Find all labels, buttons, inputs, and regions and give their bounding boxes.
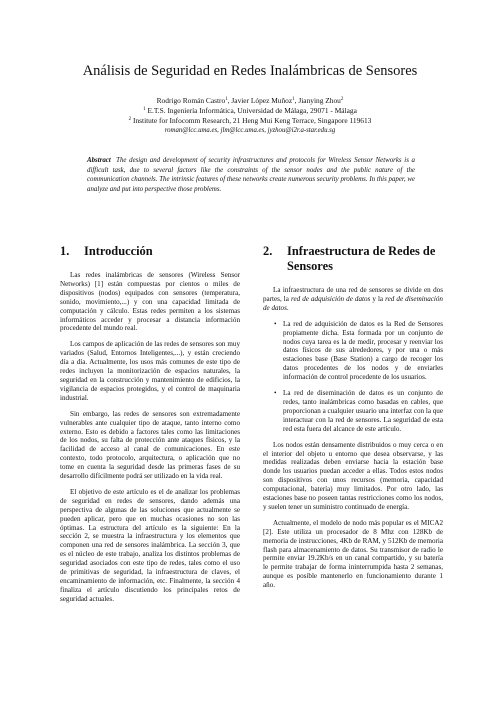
paragraph: Los campos de aplicación de las redes de sensores son muy variados (Salud, Entornos Inteligentes,...), y están creciendo día a día. Actualmente, los usos más comunes de este tipo de redes incluyen la monitorización de espacios naturales, la seguridad en la construcción y mantenimiento de edificios, la vigilancia de espacios protegidos, y el control de maquinaria industrial. [60,340,240,402]
abstract [87,156,415,194]
paragraph: Las redes inalámbricas de sensores (Wireless Sensor Networks) [1] están compuestas por cientos o miles de dispositivos (nodos) equipados con sensores (temperatura, sonido, movimiento,...) y con una capacidad limitada de computación y cálculo. Estas redes permiten a los sistemas informáticos acceder y procesar a distancia información procedente del mundo real. [60,271,240,333]
paragraph: El objetivo de este artículo es el de analizar los problemas de seguridad en redes de sensores, dando además una perspectiva de algunas de las soluciones que actualmente se pueden aplicar, pero que en muchas ocasiones no son las óptimas. La estructura del artículo es la siguiente: En la sección 2, se muestra la infraestructura y los elementos que componen una red de sensores inalámbrica. La sección 3, que es el núcleo de este trabajo, analiza los distintos problemas de seguridad asociados con este tipo de redes, tales como el uso de primitivas de seguridad, la infraestructura de claves, el encaminamiento de información, etc. Finalmente, la sección 4 finaliza el artículo discutiendo los principales retos de seguridad actuales. [60,487,240,603]
affiliation-1: $^1$ E.T.S. Ingeniería Informática, Universidad de Málaga, 29071 - Málaga [143,106,357,115]
author-emails: roman@lcc.uma.es, jlm@lcc.uma.es, jyzhou@i2r.a-star.edu.sg [164,127,336,134]
affiliation-mark: 1 [292,97,295,102]
paragraph: Actualmente, el modelo de nodo más popular es el MICA2 [2]. Este utiliza un procesador de 8 Mhz con 128Kb de memoria de instrucciones, 4Kb de RAM, y 512Kb de memoria flash para almacenamiento de datos. Su transmisor de radio le permite enviar 19.2Kb/s en un canal compartido, y su batería le permite trabajar de forma ininterrumpida hasta 2 semanas, aunque es posible mantenerlo en funcionamiento durante 1 año. [263,518,443,590]
author-names: Rodrigo Román Castro$^1$, Javier López Muñoz$^1$, Jianying Zhou$^2$ [156,96,344,105]
section-heading-introduccion: 1. Introducción [60,244,153,258]
paragraph: Sin embargo, las redes de sensores son extremadamente vulnerables ante cualquier tipo de ataque, tanto interno como externo. Esto es debido a factores tales como las limitaciones de los nodos, su falta de protección ante ataques físicos, y la facilidad de acceso al canal de comunicaciones. En este contexto, todo protocolo, arquitectura, o aplicación que no tome en cuenta la seguridad desde las primeras fases de su desarrollo difícilmente podrá ser utilizado en la vida real. [60,409,240,481]
author-name: Jianying Zhou [298,96,341,105]
affiliation-2: $^2$ Institute for Infocomm Research, 21 Heng Mui Keng Terrace, Singapore 119613 [128,116,372,125]
author-name: Javier López Muñoz [231,96,293,105]
section-heading-infraestructura: 2. Infraestructura de Redes de Sensores [263,244,436,273]
list-item: • La red de diseminación de datos es un conjunto de redes, tanto inalámbricas como basadas en cables, que proporcionan a cualquier usuario una interfaz con la que interactuar con la red de sensores. La seguridad de esta red esta fuera del alcance de este artículo. [283,389,443,434]
abstract-text: The design and development of security infrastructures and protocols for Wireless Sensor Networks is a difficult task, due to several factors like the constraints of the sensor nodes and the public nature of the communication channels. The intrinsic features of these networks create numerous security problems. In this paper, we analyze and put into perspective those problems. [87,157,415,193]
affiliation-mark: 2 [340,97,344,102]
paragraph: Los nodos están densamente distribuidos o muy cerca o en el interior del objeto u entorno que desea observarse, y las medidas realizadas deben enviarse hacia la estación base donde los usuarios puedan acceder a ellas. Todos estos nodos son dispositivos con unos recursos (memoria, capacidad computacional, batería) muy limitados. Por otro lado, las estaciones base no poseen tantas restricciones como los nodos, y suelen tener un suministro continuado de energía. [263,440,443,511]
bullet-list [263,320,443,434]
abstract-label: Abstract [87,157,111,164]
left-column [60,244,240,611]
author-name: Rodrigo Román Castro [156,96,226,105]
right-column [263,244,443,597]
author-block [0,96,500,136]
paper-title: Análisis de Seguridad en Redes Inalámbricas de Sensores [82,63,418,79]
affiliation-mark: 1 [225,97,228,102]
list-item: • La red de adquisición de datos es la Red de Sensores propiamente dicha. Esta formada por un conjunto de nodos cuya tarea es la de medir, procesar y reenviar los datos físicos de sus alrededores, y por una o más estaciones base (Base Station) a cargo de recoger los datos procedentes de los nodos y de enviarles información de control procedente de los usuarios. [283,320,443,382]
paragraph: La infraestructura de una red de sensores se divide en dos partes, la red de adquisición de datos y la red de diseminación de datos. [263,286,443,312]
